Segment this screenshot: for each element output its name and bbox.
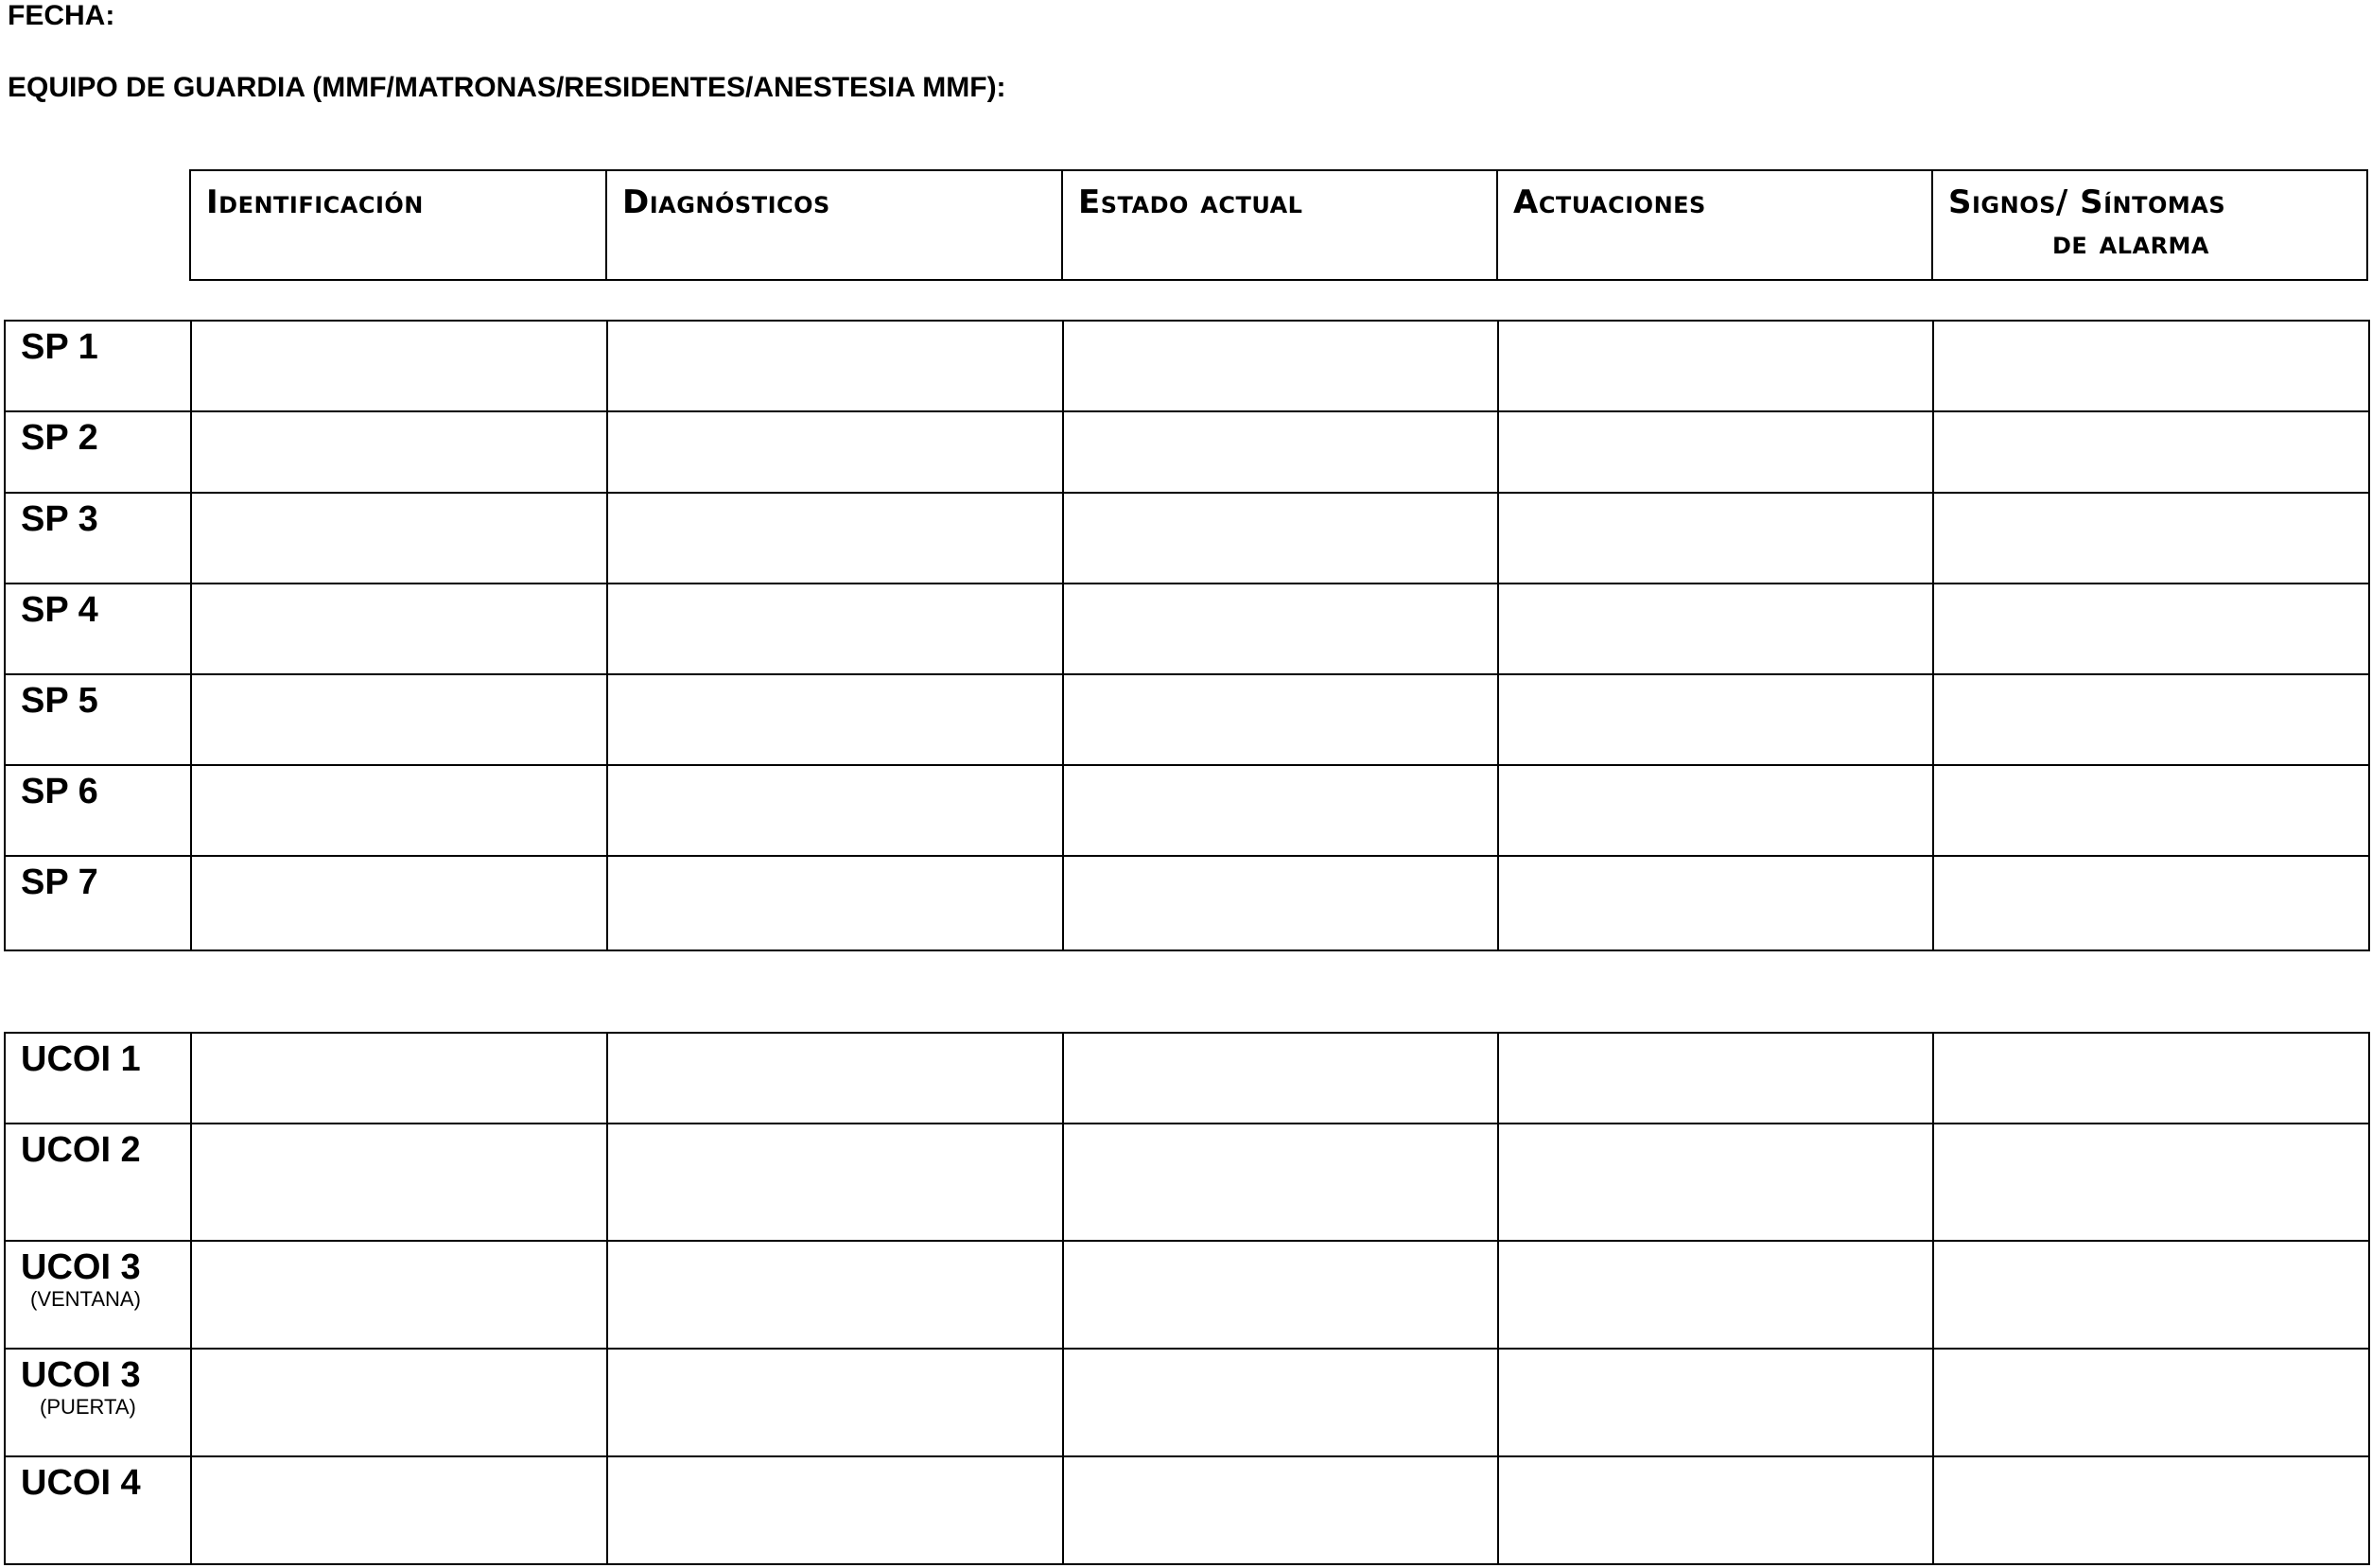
entry-cell[interactable] [191,1124,607,1241]
table-row [5,1349,2369,1456]
row-note: (PUERTA) [40,1395,136,1419]
entry-cell[interactable] [1933,674,2369,765]
entry-cell[interactable] [1933,584,2369,674]
row-label-cell [5,411,191,493]
entry-cell[interactable] [1933,411,2369,493]
column-header-label: Estado actual [1078,183,1303,221]
row-label-cell [5,493,191,584]
entry-cell[interactable] [607,1456,1063,1564]
table-row [5,1241,2369,1349]
table-row [5,1456,2369,1564]
entry-cell[interactable] [607,493,1063,584]
entry-cell[interactable] [1063,584,1498,674]
table-row [5,584,2369,674]
column-header-label-line2: de alarma [2051,223,2210,262]
entry-cell[interactable] [191,1033,607,1124]
column-header-identificacion [190,170,606,280]
entry-cell[interactable] [191,674,607,765]
entry-cell[interactable] [191,493,607,584]
entry-cell[interactable] [1498,1033,1933,1124]
entry-cell[interactable] [191,1456,607,1564]
table-row [5,321,2369,411]
entry-cell[interactable] [1498,321,1933,411]
row-label-cell [5,584,191,674]
row-label-cell [5,1124,191,1241]
entry-cell[interactable] [1063,321,1498,411]
entry-cell[interactable] [607,674,1063,765]
row-label: UCOI 1 [21,1039,141,1079]
row-label: UCOI 2 [21,1130,141,1170]
entry-cell[interactable] [191,856,607,950]
entry-cell[interactable] [607,1241,1063,1349]
column-header-signos-sintomas [1932,170,2367,280]
entry-cell[interactable] [607,856,1063,950]
entry-cell[interactable] [607,321,1063,411]
row-label: SP 2 [21,418,98,458]
entry-cell[interactable] [1063,674,1498,765]
entry-cell[interactable] [1063,493,1498,584]
row-label: SP 6 [21,772,98,811]
row-label-cell [5,1241,191,1349]
entry-cell[interactable] [1498,493,1933,584]
entry-cell[interactable] [607,411,1063,493]
entry-cell[interactable] [1498,1349,1933,1456]
table-row [5,674,2369,765]
entry-cell[interactable] [1933,1033,2369,1124]
column-header-label: Actuaciones [1513,183,1706,221]
entry-cell[interactable] [191,321,607,411]
row-label-cell [5,1349,191,1456]
entry-cell[interactable] [1933,1241,2369,1349]
row-label: UCOI 3 [21,1355,141,1395]
entry-cell[interactable] [191,1241,607,1349]
entry-cell[interactable] [191,765,607,856]
row-label-cell [5,674,191,765]
row-label: UCOI 3 [21,1247,141,1287]
table-row [5,411,2369,493]
entry-cell[interactable] [1063,1456,1498,1564]
row-label-cell [5,856,191,950]
entry-cell[interactable] [1498,584,1933,674]
row-label: SP 1 [21,327,98,367]
entry-cell[interactable] [1498,765,1933,856]
entry-cell[interactable] [1063,856,1498,950]
entry-cell[interactable] [1933,765,2369,856]
table-row [5,493,2369,584]
entry-cell[interactable] [607,765,1063,856]
row-label-cell [5,765,191,856]
entry-cell[interactable] [1933,856,2369,950]
entry-cell[interactable] [1063,765,1498,856]
table-row [5,1124,2369,1241]
column-header-label: Signos/ Síntomas [1948,183,2226,221]
row-label: UCOI 4 [21,1463,141,1503]
column-header-table [189,169,2368,281]
row-label: SP 5 [21,681,98,721]
entry-cell[interactable] [1063,1349,1498,1456]
column-header-label: Identificación [206,183,424,221]
ucoi-table [4,1032,2370,1565]
entry-cell[interactable] [1498,411,1933,493]
entry-cell[interactable] [1933,493,2369,584]
entry-cell[interactable] [607,1033,1063,1124]
column-header-estado-actual [1062,170,1497,280]
entry-cell[interactable] [1933,1456,2369,1564]
entry-cell[interactable] [1498,674,1933,765]
entry-cell[interactable] [1498,1124,1933,1241]
entry-cell[interactable] [1063,1241,1498,1349]
row-label-cell [5,1456,191,1564]
entry-cell[interactable] [1063,411,1498,493]
entry-cell[interactable] [1498,1241,1933,1349]
row-label: SP 4 [21,590,98,630]
entry-cell[interactable] [607,584,1063,674]
entry-cell[interactable] [1933,1124,2369,1241]
row-label-cell [5,321,191,411]
column-header-actuaciones [1497,170,1932,280]
entry-cell[interactable] [191,411,607,493]
table-row [5,856,2369,950]
row-label-cell [5,1033,191,1124]
column-header-row [190,170,2367,280]
entry-cell[interactable] [1498,856,1933,950]
equipo-guardia-label: EQUIPO DE GUARDIA (MMF/MATRONAS/RESIDENTES/ANESTESIA MMF): [8,72,1006,103]
entry-cell[interactable] [1933,321,2369,411]
row-note: (VENTANA) [30,1287,141,1311]
entry-cell[interactable] [607,1349,1063,1456]
sp-table [4,320,2370,951]
entry-cell[interactable] [607,1124,1063,1241]
entry-cell[interactable] [191,584,607,674]
table-row [5,765,2369,856]
row-label: SP 3 [21,499,98,539]
column-header-diagnosticos [606,170,1062,280]
entry-cell[interactable] [1498,1456,1933,1564]
column-header-label: Diagnósticos [622,183,830,221]
table-row [5,1033,2369,1124]
entry-cell[interactable] [191,1349,607,1456]
entry-cell[interactable] [1063,1124,1498,1241]
entry-cell[interactable] [1933,1349,2369,1456]
entry-cell[interactable] [1063,1033,1498,1124]
fecha-label: FECHA: [8,0,115,31]
row-label: SP 7 [21,862,98,902]
